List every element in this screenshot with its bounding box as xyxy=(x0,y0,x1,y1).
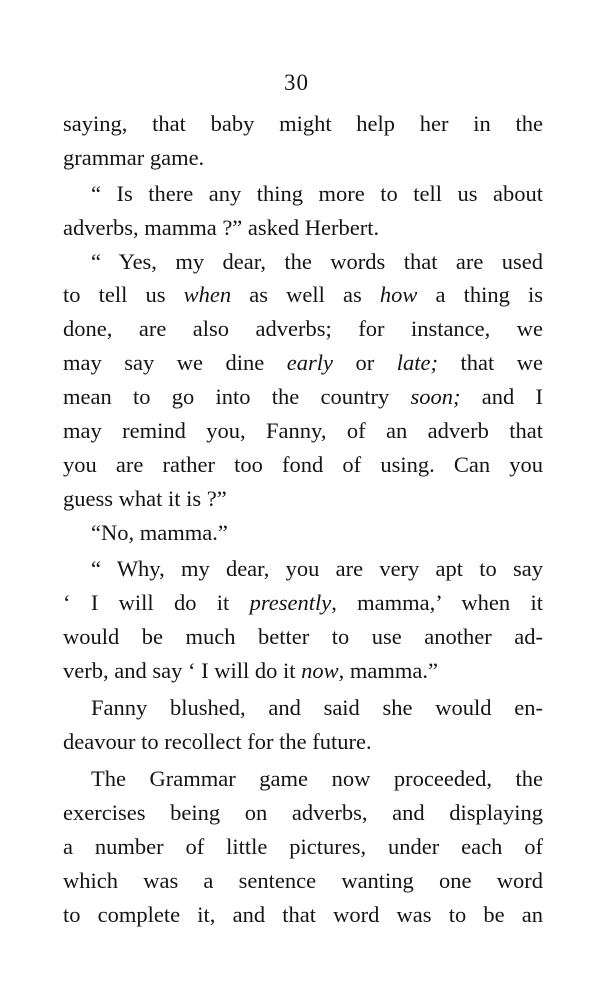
text-line: which was a sentence wanting one word xyxy=(63,868,543,893)
text-line: exercises being on adverbs, and displaying xyxy=(63,800,543,825)
text-line: The Grammar game now proceeded, the xyxy=(91,766,543,791)
text-line: to complete it, and that word was to be an xyxy=(63,902,543,927)
text-line: would be much better to use another ad- xyxy=(63,624,543,649)
text-line: “No, mamma.” xyxy=(91,520,228,545)
italic-word: late; xyxy=(396,350,438,375)
italic-word: now xyxy=(301,658,339,683)
text-line: may remind you, Fanny, of an adverb that xyxy=(63,418,543,443)
italic-word: soon; xyxy=(410,384,461,409)
italic-word: when xyxy=(183,282,232,307)
text-line: you are rather too fond of using. Can you xyxy=(63,452,543,477)
text-line: guess what it is ?” xyxy=(63,486,227,511)
italic-word: early xyxy=(286,350,333,375)
text-line: done, are also adverbs; for instance, we xyxy=(63,316,543,341)
text-line: adverbs, mamma ?” asked Herbert. xyxy=(63,215,380,240)
text-line: Fanny blushed, and said she would en- xyxy=(91,695,543,720)
text-line: “ Why, my dear, you are very apt to say xyxy=(91,556,543,581)
text-line: grammar game. xyxy=(63,145,205,170)
text-line: ‘ I will do it presently, mamma,’ when it xyxy=(63,590,543,615)
text-line: “ Is there any thing more to tell us about xyxy=(91,181,543,206)
text-line: “ Yes, my dear, the words that are used xyxy=(91,249,543,274)
italic-word: presently xyxy=(249,590,332,615)
text-line: deavour to recollect for the future. xyxy=(63,729,372,754)
text-line: to tell us when as well as how a thing is xyxy=(63,282,543,307)
text-line: verb, and say ‘ I will do it now, mamma.” xyxy=(63,658,438,683)
text-line: saying, that baby might help her in the xyxy=(63,111,543,136)
text-line: a number of little pictures, under each of xyxy=(63,834,543,859)
text-line: mean to go into the country soon; and I xyxy=(63,384,543,409)
italic-word: how xyxy=(379,282,418,307)
page-number: 30 xyxy=(284,70,309,95)
text-line: may say we dine early or late; that we xyxy=(63,350,543,375)
